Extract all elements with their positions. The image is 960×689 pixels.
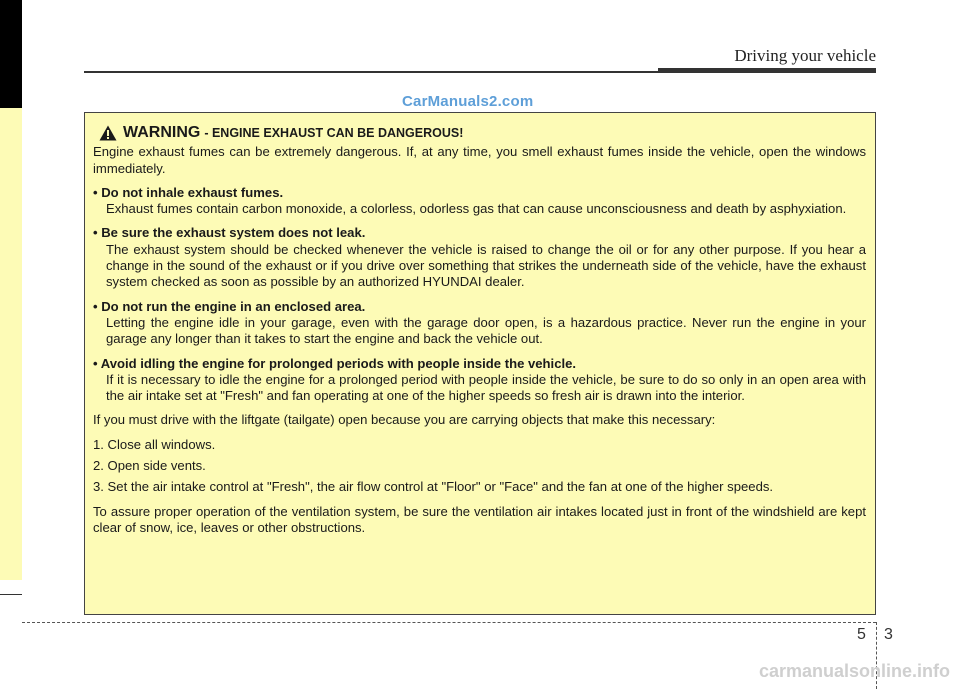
page-number: 3 — [884, 626, 893, 643]
warning-heading — [99, 125, 866, 141]
step-item: 3. Set the air intake control at "Fresh", the air flow control at "Floor" or "Face" and the fan at one of the higher speeds. — [93, 479, 774, 495]
chapter-title: Driving your vehicle — [734, 46, 876, 65]
bullet-body: If it is necessary to idle the engine for a prolonged period with people inside the vehicle, be sure to do so only in an open area with the air intake set at "Fresh" and fan operating at one of the higher speeds so fresh air is drawn into the interior. — [106, 371, 866, 404]
step-item: 2. Open side vents. — [93, 458, 206, 474]
side-tab-black — [0, 0, 22, 108]
header-rule — [84, 71, 658, 73]
bullet-heading: • Do not run the engine in an enclosed area. — [93, 298, 366, 314]
section-number: 5 — [857, 626, 866, 643]
liftgate-intro: If you must drive with the liftgate (tailgate) open because you are carrying objects that make this necessary: — [93, 412, 716, 428]
warning-subtitle: - ENGINE EXHAUST CAN BE DANGEROUS! — [204, 126, 464, 140]
bullet-heading: • Avoid idling the engine for prolonged periods with people inside the vehicle. — [93, 355, 577, 371]
warning-intro: Engine exhaust fumes can be extremely dangerous. If, at any time, you smell exhaust fumes inside the vehicle, open the windows immediately. — [93, 144, 866, 176]
footer-watermark: carmanualsonline.info — [758, 661, 950, 681]
watermark-link[interactable]: CarManuals2.com — [402, 93, 534, 110]
bullet-heading: • Be sure the exhaust system does not leak. — [93, 225, 366, 241]
side-divider — [0, 594, 22, 595]
warning-title: WARNING — [123, 124, 201, 141]
warning-box — [84, 112, 876, 615]
bullet-body: The exhaust system should be checked whenever the vehicle is raised to change the oil or for any other purpose. If you hear a change in the sound of the exhaust or if you drive over something that strikes the underneath side of the vehicle, have the exhaust system checked as soon as possible by an authorized HYUNDAI dealer. — [106, 241, 866, 290]
side-tab-yellow — [0, 108, 22, 580]
closing-note: To assure proper operation of the ventilation system, be sure the ventilation air intakes located just in front of the windshield are kept clear of snow, ice, leaves or other obstructions. — [93, 503, 866, 535]
bullet-heading: • Do not inhale exhaust fumes. — [93, 184, 284, 200]
footer-rule — [22, 622, 876, 623]
header-rule-accent — [658, 68, 876, 73]
step-item: 1. Close all windows. — [93, 436, 216, 452]
bullet-body: Exhaust fumes contain carbon monoxide, a colorless, odorless gas that can cause unconsciousness and death by asphyxiation. — [106, 201, 847, 217]
warning-triangle-icon — [99, 125, 117, 141]
bullet-body: Letting the engine idle in your garage, even with the garage door open, is a hazardous practice. Never run the engine in your garage any longer than it takes to start the engine and back the vehicle out. — [106, 314, 866, 347]
